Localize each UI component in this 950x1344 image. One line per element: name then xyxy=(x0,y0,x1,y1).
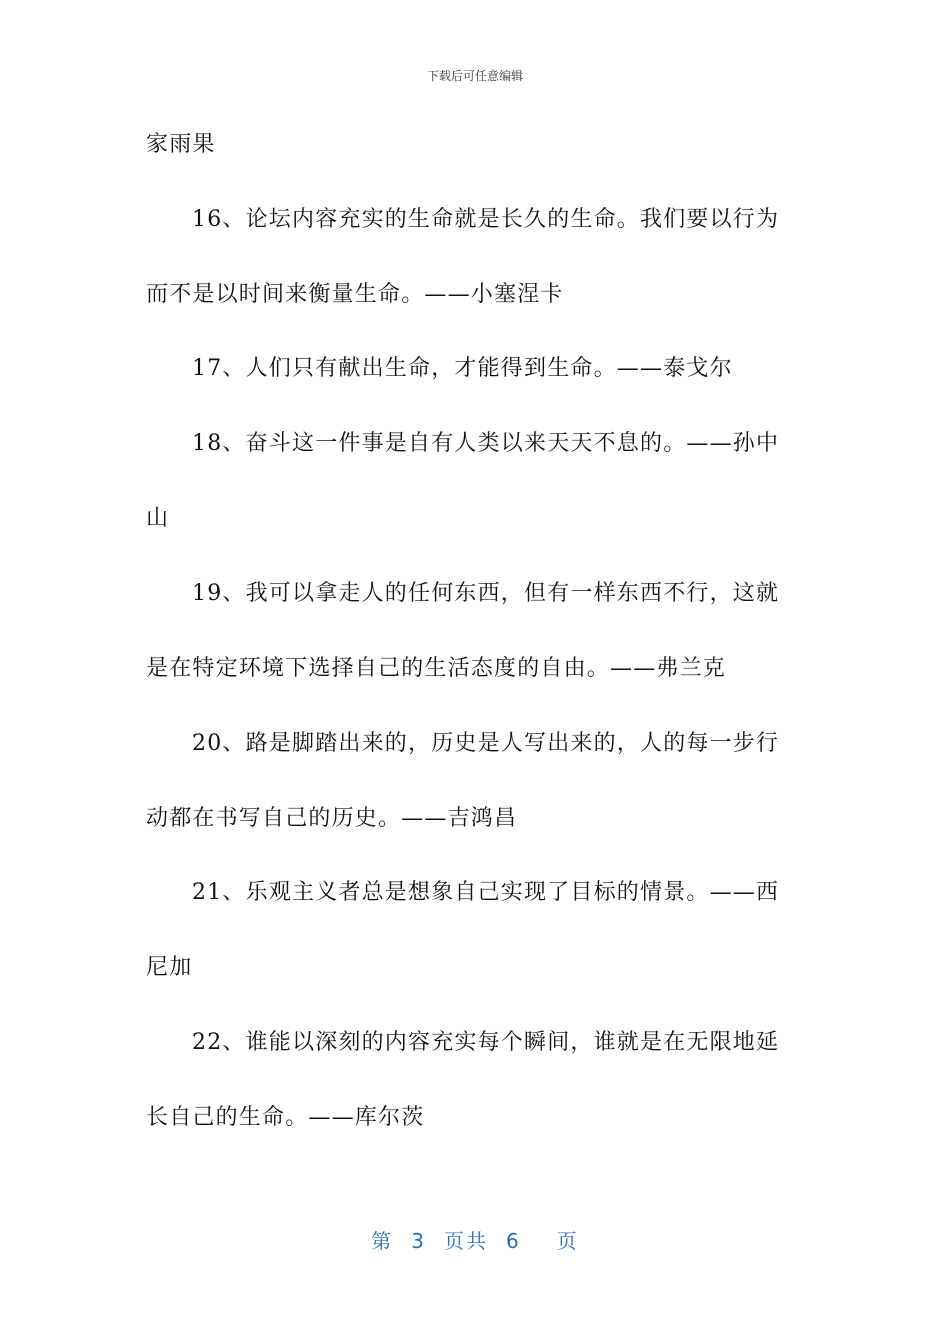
text-line: 尼加 xyxy=(146,955,193,980)
text-line: 家雨果 xyxy=(146,132,216,157)
text-line: 21、乐观主义者总是想象自己实现了目标的情景。——西 xyxy=(192,880,780,905)
text-line: 16、论坛内容充实的生命就是长久的生命。我们要以行为 xyxy=(192,207,780,232)
text-line: 山 xyxy=(146,506,170,531)
text-line: 20、路是脚踏出来的，历史是人写出来的，人的每一步行 xyxy=(192,731,780,756)
page-header: 下载后可任意编辑 xyxy=(426,69,523,83)
text-line: 是在特定环境下选择自己的生活态度的自由。——弗兰克 xyxy=(146,656,727,681)
text-line: 长自己的生命。——库尔茨 xyxy=(146,1105,425,1130)
footer-prefix: 第 xyxy=(371,1229,394,1253)
text-line: 17、人们只有献出生命，才能得到生命。——泰戈尔 xyxy=(192,356,733,381)
footer-page-number: 3 xyxy=(411,1229,426,1253)
footer-suffix: 页 xyxy=(556,1229,579,1253)
footer-middle: 页共 xyxy=(444,1229,488,1253)
text-line: 18、奋斗这一件事是自有人类以来天天不息的。——孙中 xyxy=(192,431,780,456)
footer-total-pages: 6 xyxy=(506,1229,521,1253)
page-footer xyxy=(0,1225,950,1254)
text-line: 动都在书写自己的历史。——吉鸿昌 xyxy=(146,806,518,831)
text-line: 19、我可以拿走人的任何东西，但有一样东西不行，这就 xyxy=(192,581,780,606)
text-line: 而不是以时间来衡量生命。——小塞涅卡 xyxy=(146,282,564,307)
text-line: 22、谁能以深刻的内容充实每个瞬间，谁就是在无限地延 xyxy=(192,1030,780,1055)
